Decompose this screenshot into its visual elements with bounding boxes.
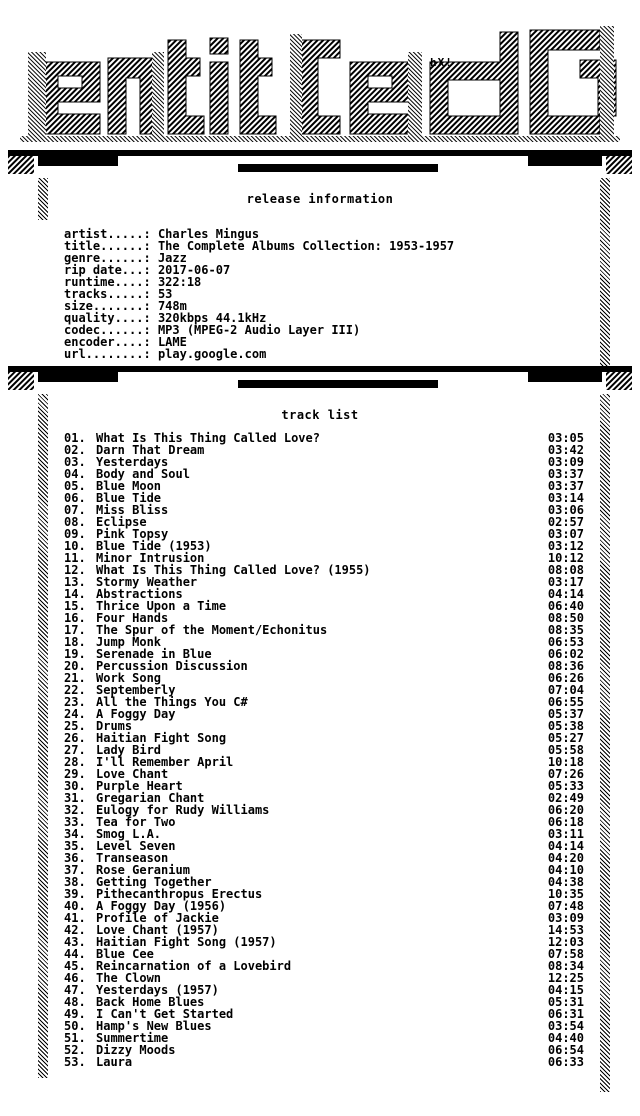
track-number: 53. — [64, 1055, 86, 1069]
track-title: Laura — [96, 1055, 133, 1069]
track-length: 12:03 — [547, 935, 584, 949]
track-length: 04:10 — [547, 863, 584, 877]
track-title: Rose Geranium — [96, 863, 190, 877]
track-title: I Can't Get Started — [96, 1007, 234, 1021]
track-number: 28. — [64, 755, 86, 769]
tracklist-heading: track list — [281, 408, 359, 422]
track-number: 38. — [64, 875, 86, 889]
info-row-codec: codec......: MP3 (MPEG-2 Audio Layer III) — [64, 323, 361, 337]
track-number: 47. — [64, 983, 86, 997]
track-length: 06:54 — [547, 1043, 584, 1057]
track-row — [64, 708, 584, 720]
track-length: 08:50 — [547, 611, 584, 625]
track-title: Love Chant (1957) — [96, 923, 219, 937]
track-title: Tea for Two — [96, 815, 176, 829]
track-number: 13. — [64, 575, 86, 589]
info-row-genre: genre......: Jazz — [64, 251, 187, 265]
track-number: 44. — [64, 947, 86, 961]
info-row-runtime: runtime....: 322:18 — [64, 275, 202, 289]
track-title: Pink Topsy — [96, 527, 169, 541]
track-title: Haitian Fight Song (1957) — [96, 935, 277, 949]
track-title: Blue Tide (1953) — [96, 539, 212, 553]
group-tag: hX! — [430, 56, 453, 69]
track-title: Serenade in Blue — [96, 647, 212, 661]
track-length: 06:55 — [547, 695, 584, 709]
track-list — [64, 432, 584, 1068]
track-number: 30. — [64, 779, 86, 793]
track-number: 51. — [64, 1031, 86, 1045]
track-length: 07:26 — [547, 767, 584, 781]
info-row-title: title......: The Complete Albums Collection: 1953-1957 — [64, 239, 455, 253]
track-number: 16. — [64, 611, 86, 625]
track-number: 39. — [64, 887, 86, 901]
track-title: Yesterdays — [96, 455, 169, 469]
track-length: 03:17 — [547, 575, 584, 589]
track-title: Yesterdays (1957) — [96, 983, 219, 997]
track-length: 08:34 — [547, 959, 584, 973]
track-length: 05:58 — [547, 743, 584, 757]
track-length: 04:14 — [547, 587, 584, 601]
track-number: 12. — [64, 563, 86, 577]
track-number: 31. — [64, 791, 86, 805]
info-row-rip-date: rip date...: 2017-06-07 — [64, 263, 231, 277]
track-number: 25. — [64, 719, 86, 733]
track-title: Abstractions — [96, 587, 183, 601]
track-title: Transeason — [96, 851, 169, 865]
track-title: Back Home Blues — [96, 995, 205, 1009]
frame-border-right — [600, 394, 610, 1092]
track-number: 41. — [64, 911, 86, 925]
frame-border-right — [600, 178, 610, 368]
track-number: 42. — [64, 923, 86, 937]
track-title: Gregarian Chant — [96, 791, 205, 805]
track-title: A Foggy Day — [96, 707, 176, 721]
track-title: All the Things You C# — [96, 695, 248, 709]
track-number: 33. — [64, 815, 86, 829]
track-length: 06:40 — [547, 599, 584, 613]
track-number: 02. — [64, 443, 86, 457]
track-length: 07:58 — [547, 947, 584, 961]
track-title: The Clown — [96, 971, 162, 985]
track-length: 06:33 — [547, 1055, 584, 1069]
track-length: 03:54 — [547, 1019, 584, 1033]
track-title: Blue Cee — [96, 947, 154, 961]
track-title: Eclipse — [96, 515, 147, 529]
track-title: Dizzy Moods — [96, 1043, 176, 1057]
track-length: 05:38 — [547, 719, 584, 733]
track-title: Thrice Upon a Time — [96, 599, 227, 613]
track-number: 22. — [64, 683, 86, 697]
track-number: 14. — [64, 587, 86, 601]
info-row-encoder: encoder....: LAME — [64, 335, 187, 349]
track-title: Love Chant — [96, 767, 169, 781]
track-title: I'll Remember April — [96, 755, 234, 769]
track-title: Hamp's New Blues — [96, 1019, 212, 1033]
track-number: 35. — [64, 839, 86, 853]
track-length: 05:37 — [547, 707, 584, 721]
track-number: 40. — [64, 899, 86, 913]
info-row-quality: quality....: 320kbps 44.1kHz — [64, 311, 267, 325]
track-length: 03:42 — [547, 443, 584, 457]
track-number: 10. — [64, 539, 86, 553]
track-title: Lady Bird — [96, 743, 162, 757]
track-number: 48. — [64, 995, 86, 1009]
track-length: 06:31 — [547, 1007, 584, 1021]
track-length: 06:20 — [547, 803, 584, 817]
track-number: 20. — [64, 659, 86, 673]
track-number: 03. — [64, 455, 86, 469]
track-length: 10:35 — [547, 887, 584, 901]
track-length: 06:26 — [547, 671, 584, 685]
track-length: 05:27 — [547, 731, 584, 745]
track-title: Haitian Fight Song — [96, 731, 227, 745]
track-title: Stormy Weather — [96, 575, 198, 589]
track-length: 03:07 — [547, 527, 584, 541]
track-length: 06:02 — [547, 647, 584, 661]
track-length: 04:14 — [547, 839, 584, 853]
logo-graphic — [0, 0, 640, 150]
track-number: 06. — [64, 491, 86, 505]
track-title: What Is This Thing Called Love? (1955) — [96, 563, 371, 577]
track-length: 04:38 — [547, 875, 584, 889]
track-length: 08:36 — [547, 659, 584, 673]
info-row-size: size.......: 748m — [64, 299, 187, 313]
track-length: 04:15 — [547, 983, 584, 997]
info-row-url: url........: play.google.com — [64, 347, 267, 361]
track-title: A Foggy Day (1956) — [96, 899, 227, 913]
track-number: 24. — [64, 707, 86, 721]
track-length: 03:12 — [547, 539, 584, 553]
track-number: 49. — [64, 1007, 86, 1021]
track-length: 03:11 — [547, 827, 584, 841]
track-title: Level Seven — [96, 839, 176, 853]
track-number: 36. — [64, 851, 86, 865]
track-length: 03:09 — [547, 911, 584, 925]
track-title: Work Song — [96, 671, 162, 685]
ascii-logo-banner — [0, 0, 640, 150]
track-number: 09. — [64, 527, 86, 541]
track-title: Septemberly — [96, 683, 176, 697]
track-length: 03:09 — [547, 455, 584, 469]
track-number: 50. — [64, 1019, 86, 1033]
track-length: 14:53 — [547, 923, 584, 937]
track-length: 03:14 — [547, 491, 584, 505]
track-number: 52. — [64, 1043, 86, 1057]
track-length: 05:33 — [547, 779, 584, 793]
track-title: Purple Heart — [96, 779, 183, 793]
track-number: 21. — [64, 671, 86, 685]
track-number: 05. — [64, 479, 86, 493]
track-number: 15. — [64, 599, 86, 613]
release-info-block — [64, 228, 454, 360]
track-title: Summertime — [96, 1031, 169, 1045]
track-number: 23. — [64, 695, 86, 709]
track-length: 08:35 — [547, 623, 584, 637]
track-number: 17. — [64, 623, 86, 637]
track-title: Eulogy for Rudy Williams — [96, 803, 270, 817]
track-title: Drums — [96, 719, 133, 733]
track-title: Darn That Dream — [96, 443, 205, 457]
track-length: 10:12 — [547, 551, 584, 565]
track-number: 37. — [64, 863, 86, 877]
track-title: Reincarnation of a Lovebird — [96, 959, 292, 973]
track-number: 04. — [64, 467, 86, 481]
frame-border-left — [38, 394, 48, 1078]
track-length: 07:04 — [547, 683, 584, 697]
track-title: The Spur of the Moment/Echonitus — [96, 623, 328, 637]
track-length: 04:40 — [547, 1031, 584, 1045]
track-row — [64, 1044, 584, 1056]
track-number: 32. — [64, 803, 86, 817]
track-number: 26. — [64, 731, 86, 745]
track-title: Percussion Discussion — [96, 659, 248, 673]
track-title: Miss Bliss — [96, 503, 169, 517]
track-title: Blue Moon — [96, 479, 162, 493]
track-number: 07. — [64, 503, 86, 517]
track-number: 01. — [64, 431, 86, 445]
track-title: Profile of Jackie — [96, 911, 219, 925]
track-length: 08:08 — [547, 563, 584, 577]
track-title: Smog L.A. — [96, 827, 162, 841]
track-number: 11. — [64, 551, 86, 565]
track-title: What Is This Thing Called Love? — [96, 431, 320, 445]
track-number: 43. — [64, 935, 86, 949]
track-row — [64, 1056, 584, 1068]
track-title: Jump Monk — [96, 635, 162, 649]
track-length: 04:20 — [547, 851, 584, 865]
track-length: 10:18 — [547, 755, 584, 769]
track-length: 06:18 — [547, 815, 584, 829]
info-row-artist: artist.....: Charles Mingus — [64, 227, 260, 241]
track-length: 02:49 — [547, 791, 584, 805]
track-number: 45. — [64, 959, 86, 973]
track-number: 27. — [64, 743, 86, 757]
release-info-heading: release information — [246, 192, 394, 206]
track-number: 46. — [64, 971, 86, 985]
track-title: Minor Intrusion — [96, 551, 205, 565]
track-title: Four Hands — [96, 611, 169, 625]
track-length: 06:53 — [547, 635, 584, 649]
track-number: 29. — [64, 767, 86, 781]
track-length: 12:25 — [547, 971, 584, 985]
track-number: 19. — [64, 647, 86, 661]
track-title: Blue Tide — [96, 491, 162, 505]
track-title: Body and Soul — [96, 467, 190, 481]
track-number: 18. — [64, 635, 86, 649]
tracklist-frame-top — [8, 366, 632, 396]
track-number: 34. — [64, 827, 86, 841]
track-length: 03:37 — [547, 467, 584, 481]
release-frame-top — [8, 150, 632, 180]
track-length: 03:37 — [547, 479, 584, 493]
info-row-tracks: tracks.....: 53 — [64, 287, 173, 301]
track-length: 03:05 — [547, 431, 584, 445]
track-title: Getting Together — [96, 875, 212, 889]
track-length: 02:57 — [547, 515, 584, 529]
track-title: Pithecanthropus Erectus — [96, 887, 263, 901]
track-number: 08. — [64, 515, 86, 529]
track-length: 05:31 — [547, 995, 584, 1009]
track-length: 03:06 — [547, 503, 584, 517]
track-length: 07:48 — [547, 899, 584, 913]
